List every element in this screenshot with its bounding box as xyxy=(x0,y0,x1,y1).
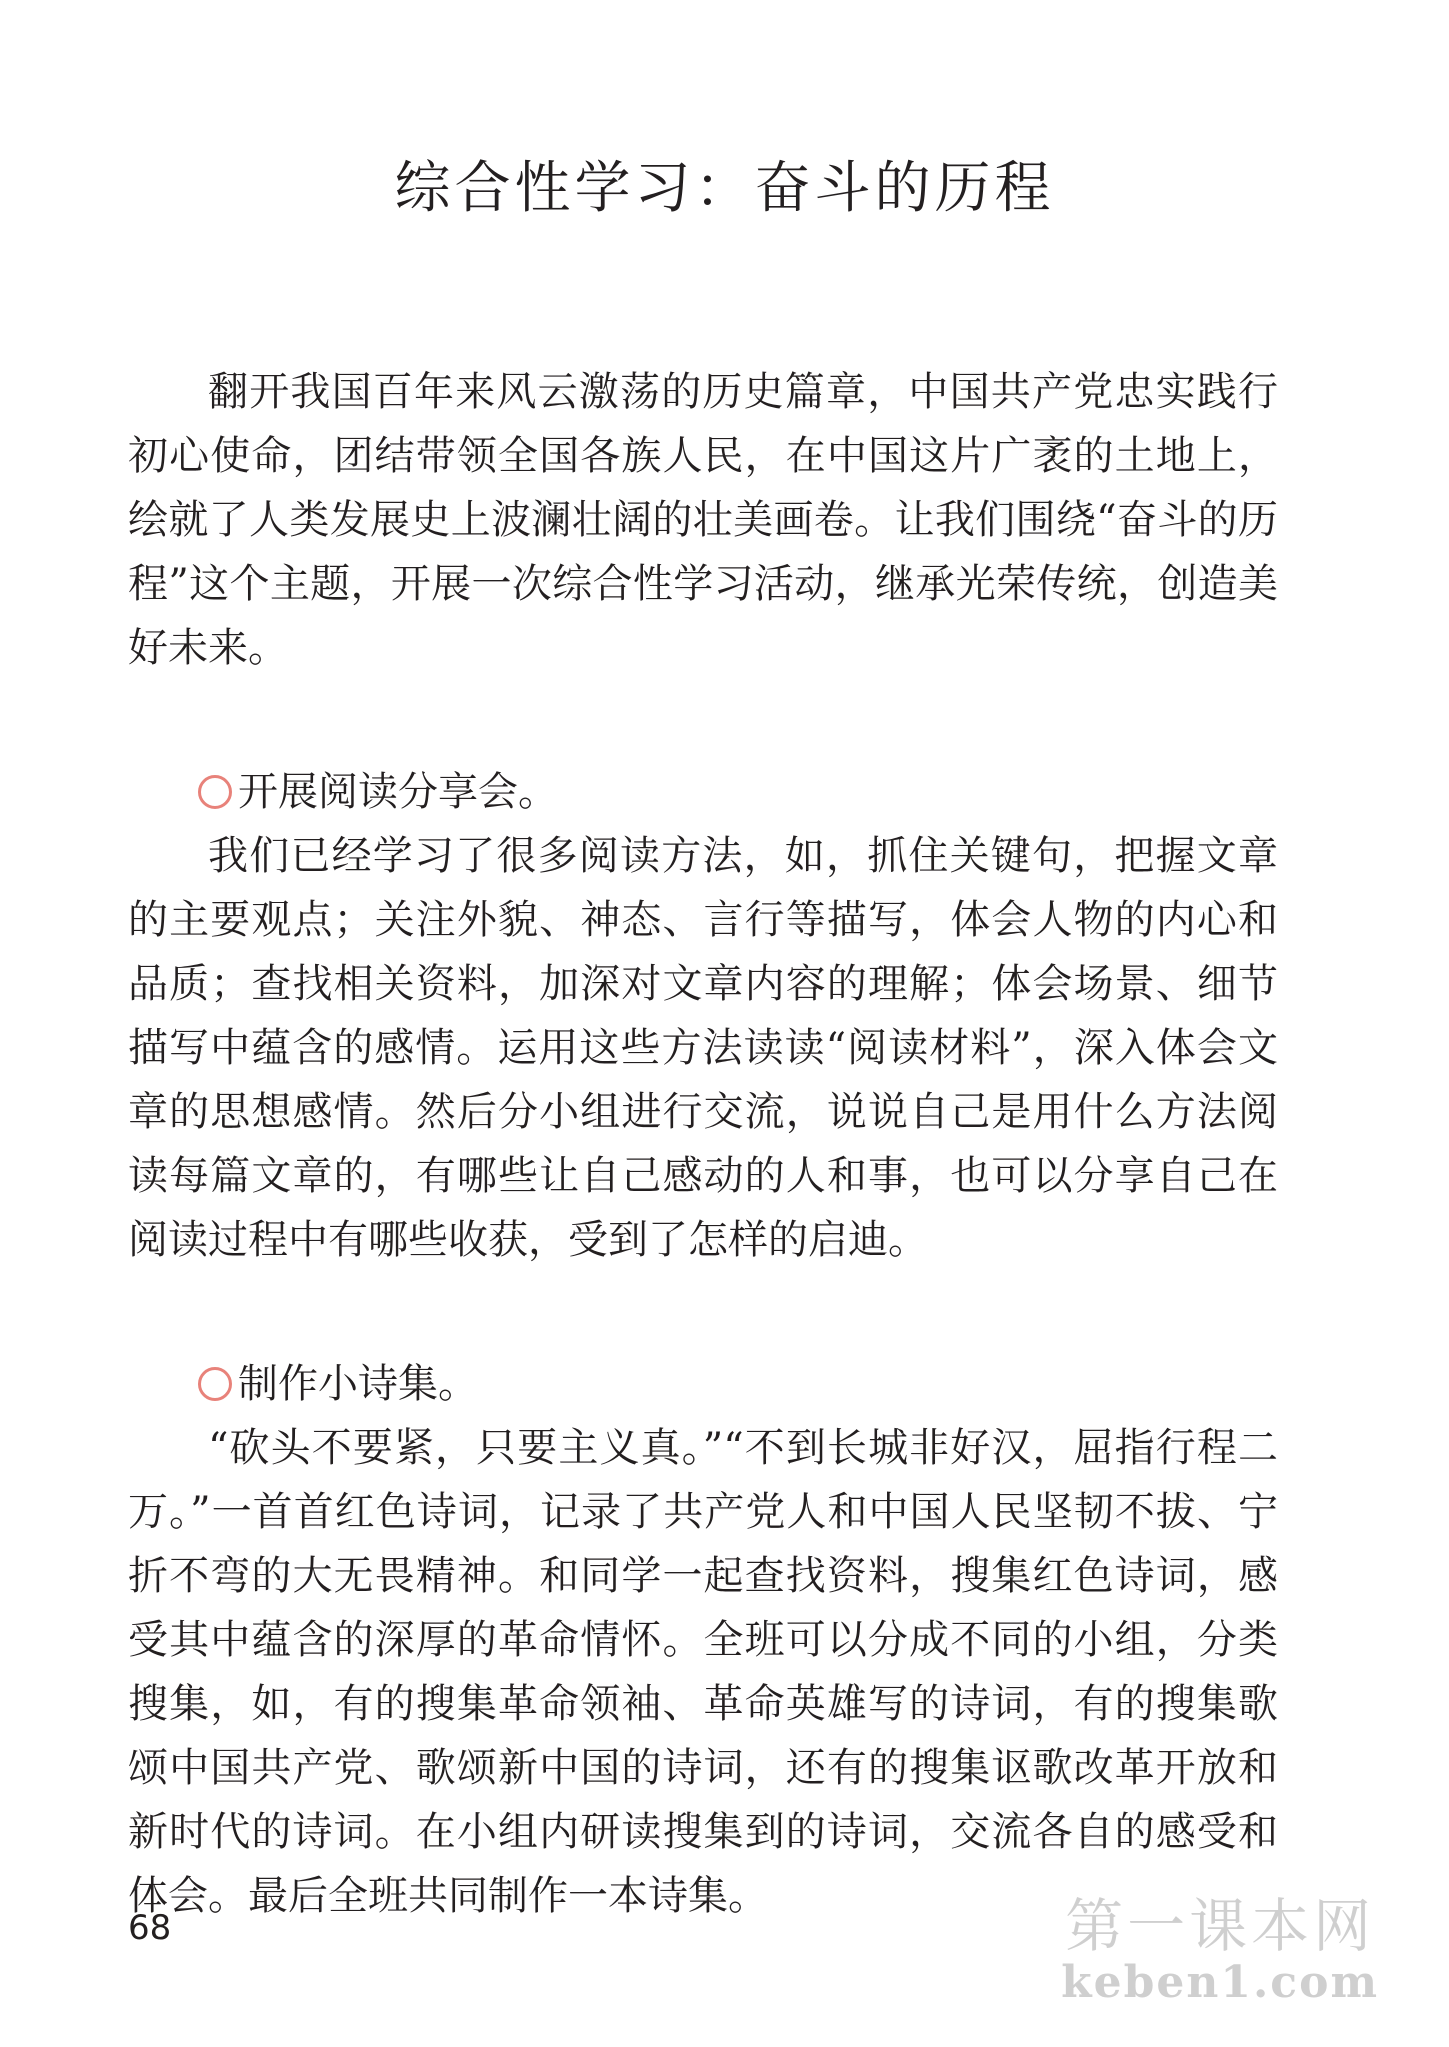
intro-paragraph: 翻开我国百年来风云激荡的历史篇章，中国共产党忠实践行初心使命，团结带领全国各族人民，在中国这片广袤的土地上，绘就了人类发展史上波澜壮阔的壮美画卷。让我们围绕“奋斗的历程”这个主题，开展一次综合性学习活动，继承光荣传统，创造美好未来。 xyxy=(128,369,1278,671)
section-body: 我们已经学习了很多阅读方法，如，抓住关键句，把握文章的主要观点；关注外貌、神态、言行等描写，体会人物的内心和品质；查找相关资料，加深对文章内容的理解；体会场景、细节描写中蕴含的感情。运用这些方法读读“阅读材料”，深入体会文章的思想感情。然后分小组进行交流，说说自己是用什么方法阅读每篇文章的，有哪些让自己感动的人和事，也可以分享自己在阅读过程中有哪些收获，受到了怎样的启迪。 xyxy=(128,833,1278,1263)
watermark-cn: 第一课本网 xyxy=(1065,1892,1376,1960)
section-heading-text: 制作小诗集。 xyxy=(238,1361,478,1407)
page-title: 综合性学习：奋斗的历程 xyxy=(394,156,1055,221)
watermark xyxy=(1061,1892,1379,2008)
main-content xyxy=(128,360,1278,2008)
section-reading-share xyxy=(128,760,1278,1272)
section-heading xyxy=(128,1352,1278,1416)
circle-bullet-icon xyxy=(198,1367,232,1401)
circle-bullet-icon xyxy=(198,775,232,809)
section-body: “砍头不要紧，只要主义真。”“不到长城非好汉，屈指行程二万。”一首首红色诗词，记录了共产党人和中国人民坚韧不拔、宁折不弯的大无畏精神。和同学一起查找资料，搜集红色诗词，感受其中蕴含的深厚的革命情怀。全班可以分成不同的小组，分类搜集，如，有的搜集革命领袖、革命英雄写的诗词，有的搜集歌颂中国共产党、歌颂新中国的诗词，还有的搜集讴歌改革开放和新时代的诗词。在小组内研读搜集到的诗词，交流各自的感受和体会。最后全班共同制作一本诗集。 xyxy=(128,1425,1278,1919)
section-poetry-collection xyxy=(128,1352,1278,1928)
section-heading-text: 开展阅读分享会。 xyxy=(238,769,558,815)
watermark-en: keben1.com xyxy=(1061,1956,1379,2008)
section-heading xyxy=(128,760,1278,824)
page-number: 68 xyxy=(128,1908,172,1948)
